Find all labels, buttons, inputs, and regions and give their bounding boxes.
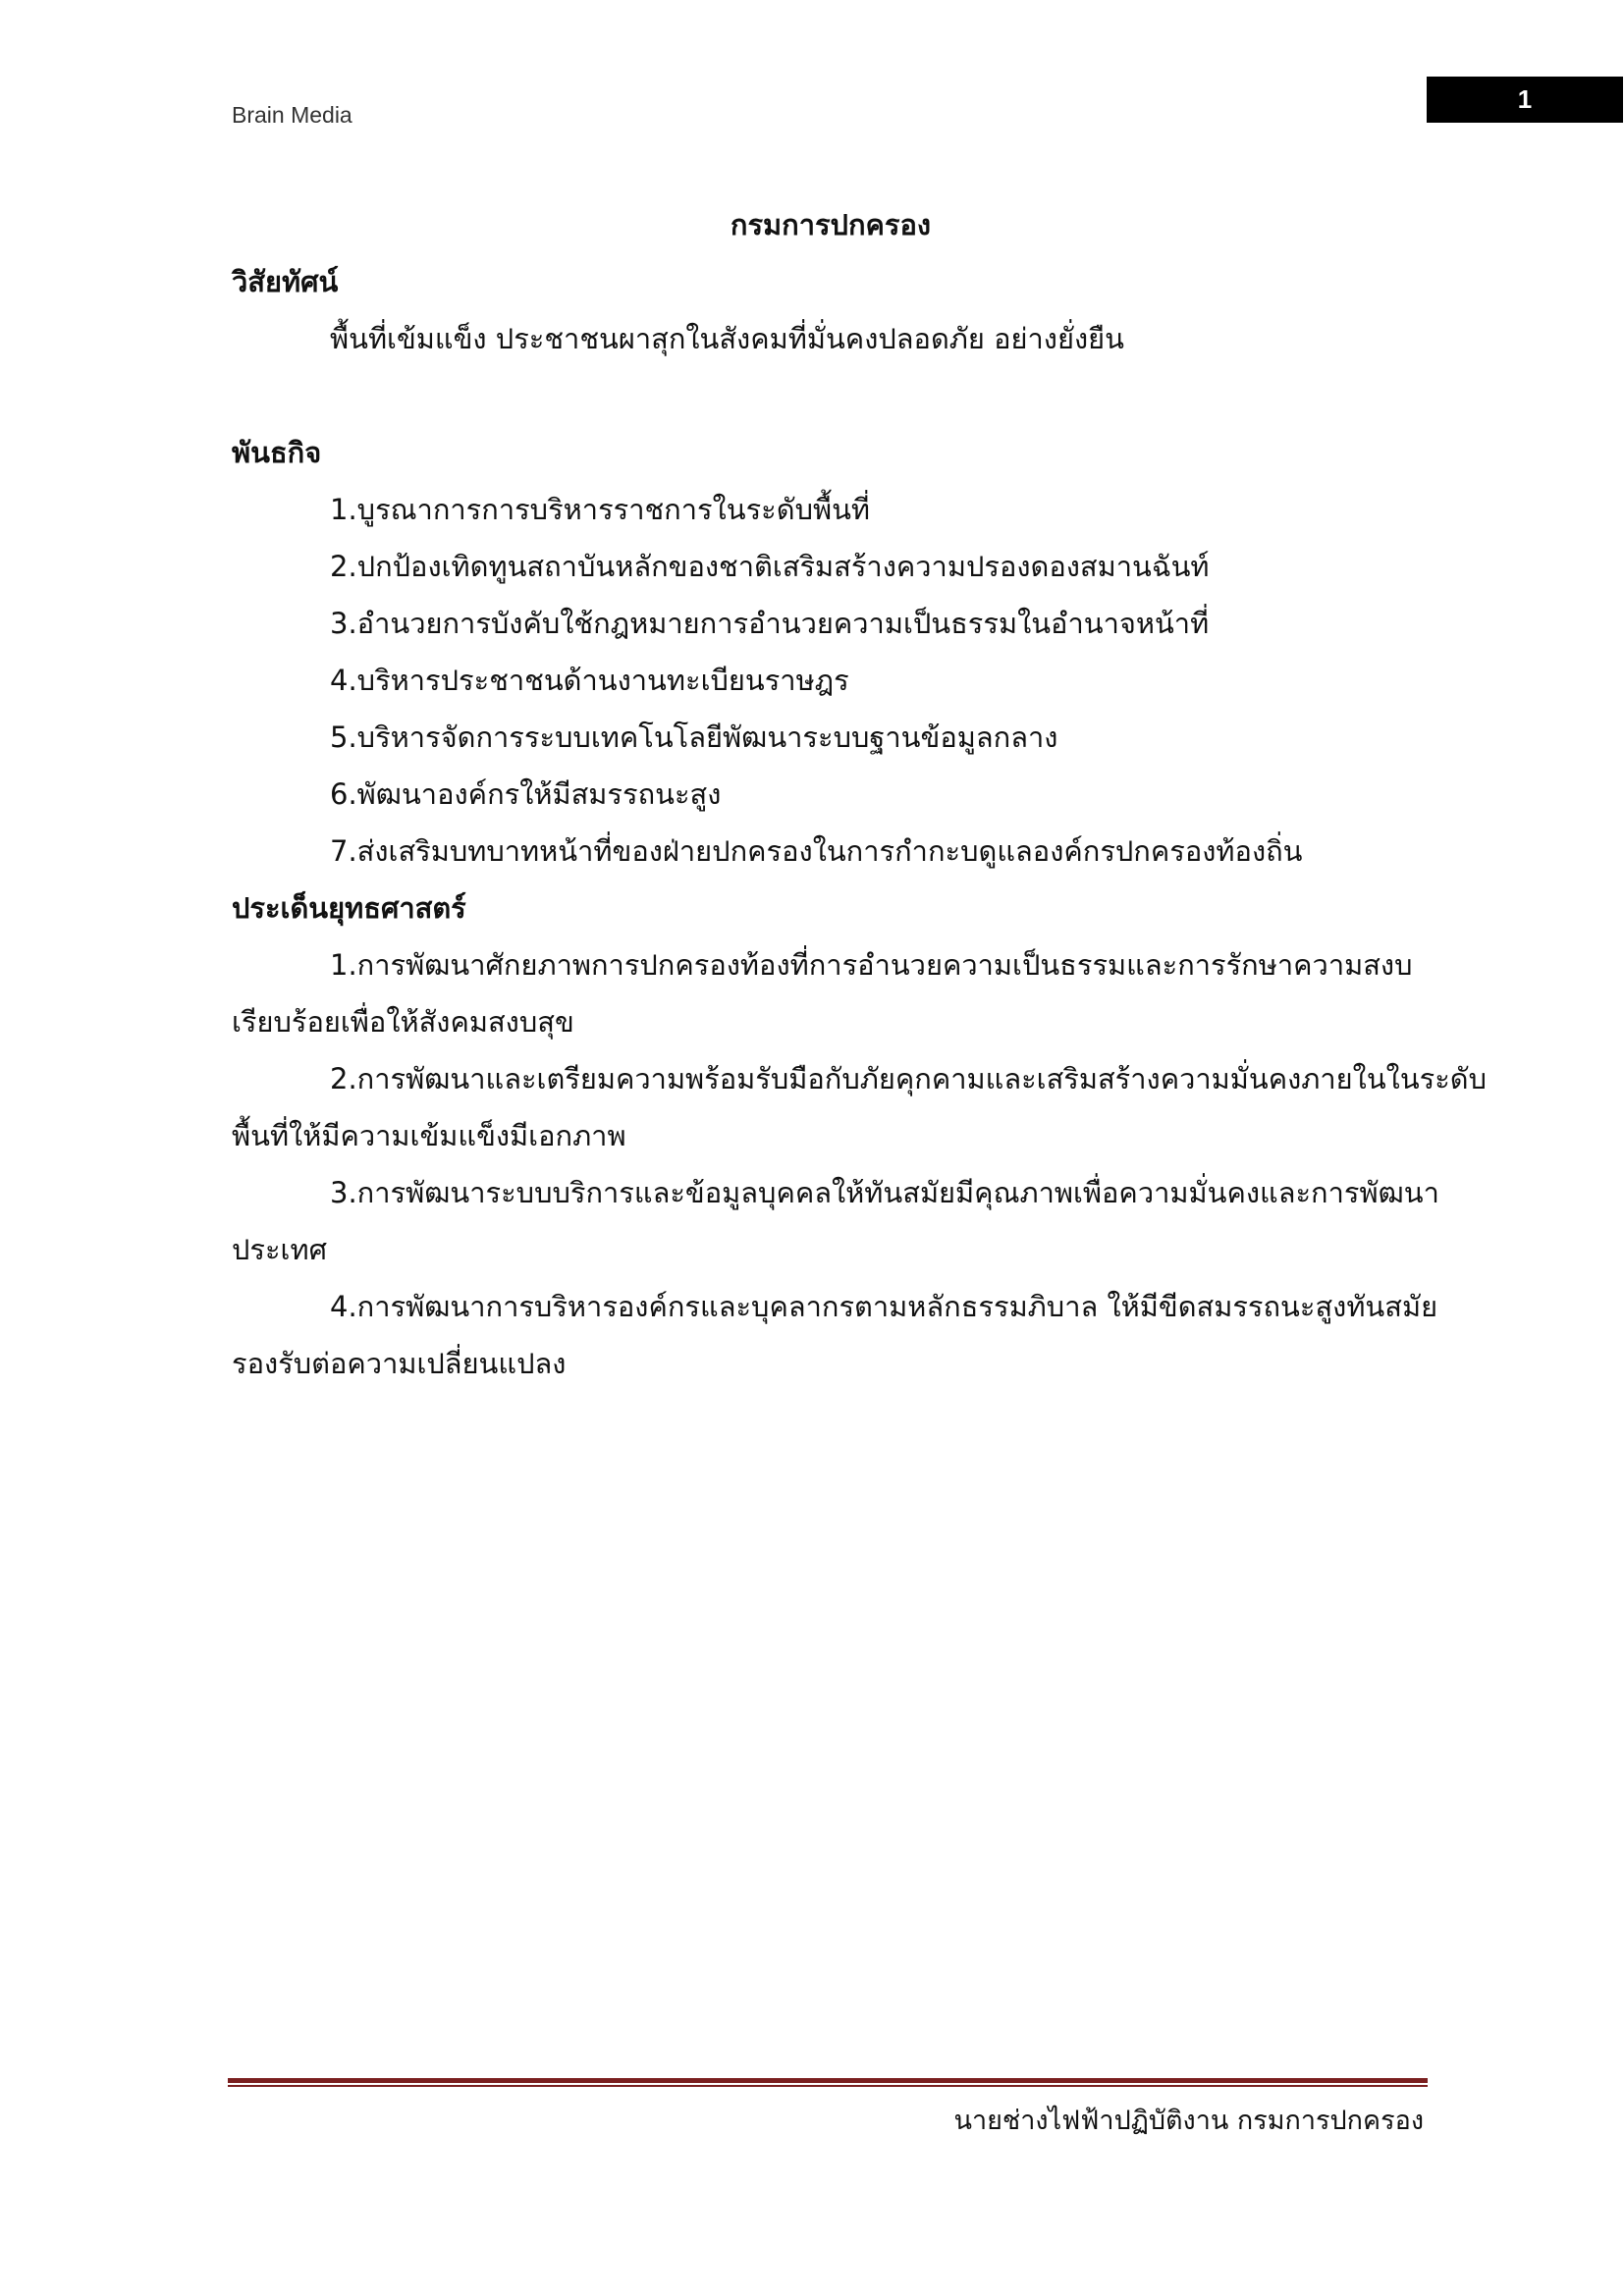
mission-item: 3.อำนวยการบังคับใช้กฎหมายการอำนวยความเป็นธรรมในอำนาจหน้าที่ bbox=[330, 607, 1210, 640]
footer-divider bbox=[228, 2078, 1428, 2087]
strategy-item-first-line: 4.การพัฒนาการบริหารองค์กรและบุคลากรตามหลักธรรมภิบาล ให้มีขีดสมรรถนะสูงทันสมัย bbox=[330, 1290, 1438, 1323]
footer-text: นายช่างไฟฟ้าปฏิบัติงาน กรมการปกครอง bbox=[953, 2106, 1424, 2136]
section-spacer bbox=[232, 367, 1430, 424]
vision-text: พื้นที่เข้มแข็ง ประชาชนผาสุกในสังคมที่มั่นคงปลอดภัย อย่างยั่งยืน bbox=[330, 322, 1124, 355]
strategy-item-continuation: ประเทศ bbox=[232, 1233, 327, 1266]
strategy-item-continuation: เรียบร้อยเพื่อให้สังคมสงบสุข bbox=[232, 1005, 574, 1039]
footer-divider-thin bbox=[228, 2085, 1428, 2087]
mission-item: 7.ส่งเสริมบทบาทหน้าที่ของฝ่ายปกครองในการกำกะบดูแลองค์กรปกครองท้องถิ่น bbox=[330, 834, 1303, 868]
page-number-badge: 1 bbox=[1427, 77, 1623, 123]
strategy-heading: ประเด็นยุทธศาสตร์ bbox=[232, 891, 466, 925]
mission-item: 6.พัฒนาองค์กรให้มีสมรรถนะสูง bbox=[330, 777, 722, 811]
vision-heading: วิสัยทัศน์ bbox=[232, 265, 339, 298]
document-body bbox=[232, 196, 1488, 1392]
mission-item: 2.ปกป้องเทิดทูนสถาบันหลักของชาติเสริมสร้างความปรองดองสมานฉันท์ bbox=[330, 550, 1210, 583]
strategy-item-first-line: 1.การพัฒนาศักยภาพการปกครองท้องที่การอำนวยความเป็นธรรมและการรักษาความสงบ bbox=[330, 948, 1413, 982]
mission-item: 1.บูรณาการการบริหารราชการในระดับพื้นที่ bbox=[330, 493, 871, 526]
mission-item: 4.บริหารประชาชนด้านงานทะเบียนราษฎร bbox=[330, 664, 849, 697]
strategy-item-first-line: 3.การพัฒนาระบบบริการและข้อมูลบุคคลให้ทันสมัยมีคุณภาพเพื่อความมั่นคงและการพัฒนา bbox=[330, 1176, 1439, 1209]
strategy-item-first-line: 2.การพัฒนาและเตรียมความพร้อมรับมือกับภัยคุกคามและเสริมสร้างความมั่นคงภายในในระดับ bbox=[330, 1062, 1488, 1095]
footer-divider-thick bbox=[228, 2078, 1428, 2083]
strategy-item-continuation: รองรับต่อความเปลี่ยนแปลง bbox=[232, 1347, 567, 1380]
header-brand: Brain Media bbox=[232, 102, 352, 128]
mission-item: 5.บริหารจัดการระบบเทคโนโลยีพัฒนาระบบฐานข้อมูลกลาง bbox=[330, 721, 1058, 754]
mission-heading: พันธกิจ bbox=[232, 436, 322, 469]
strategy-item-continuation: พื้นที่ให้มีความเข้มแข็งมีเอกภาพ bbox=[232, 1119, 626, 1152]
document-title: กรมการปกครอง bbox=[730, 208, 932, 241]
